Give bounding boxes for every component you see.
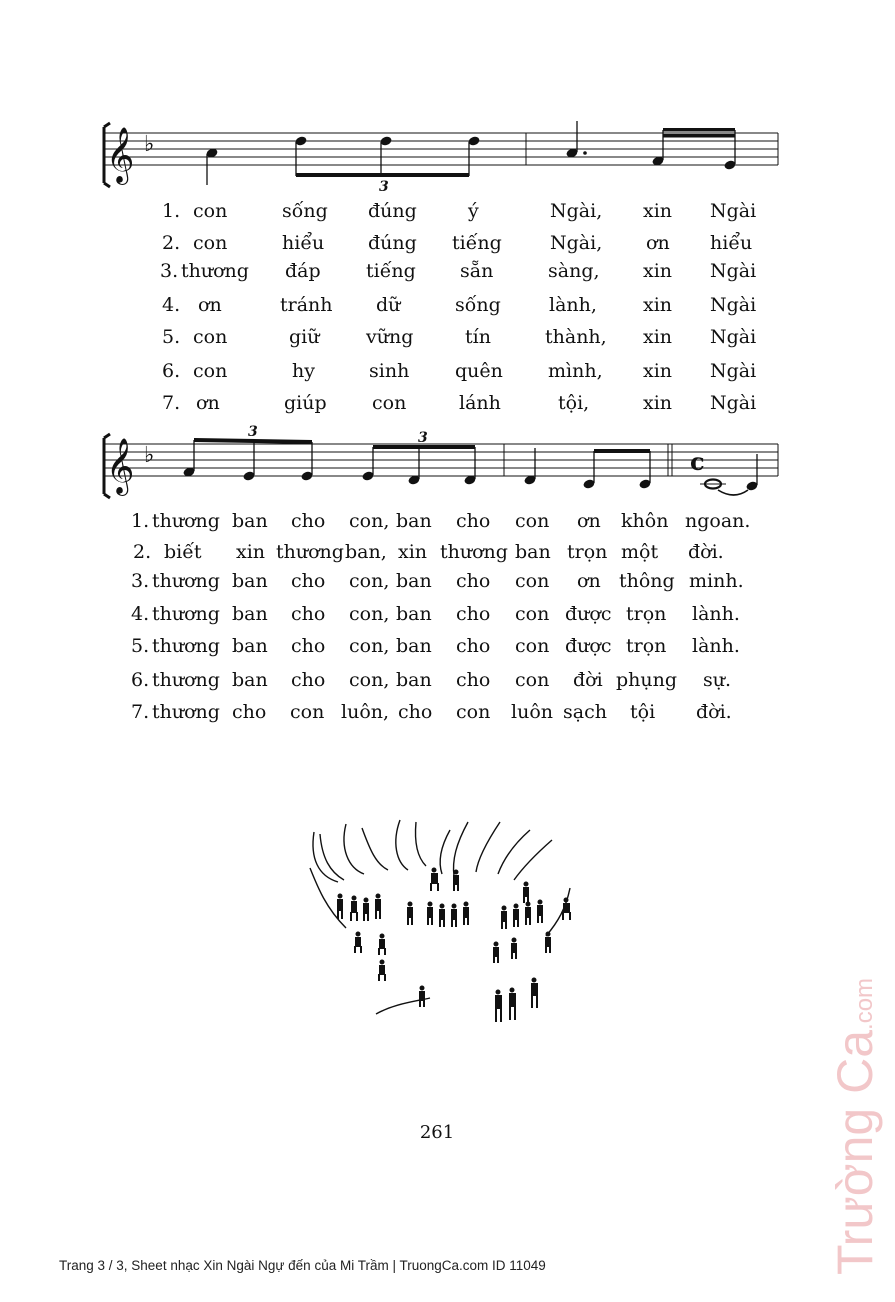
verse-number: 2. xyxy=(133,541,152,563)
lyric-syllable: trọn xyxy=(567,541,608,563)
lyric-syllable: ơn xyxy=(196,392,220,414)
lyric-syllable: con, xyxy=(349,669,390,691)
lyric-syllable: con xyxy=(515,510,550,532)
lyric-syllable: thương xyxy=(152,669,220,691)
lyric-syllable: ban xyxy=(515,541,551,563)
lyric-syllable: con, xyxy=(349,635,390,657)
lyric-syllable: đời. xyxy=(696,701,732,723)
lyric-syllable: con xyxy=(515,603,550,625)
lyric-syllable: hy xyxy=(292,360,315,382)
lyric-syllable: cho xyxy=(456,570,491,592)
lyric-syllable: ban xyxy=(232,603,268,625)
page-number: 261 xyxy=(419,1122,455,1143)
lyric-syllable: cho xyxy=(456,510,491,532)
verse-number: 7. xyxy=(162,392,181,414)
verse-number: 2. xyxy=(162,232,181,254)
lyric-syllable: Ngài xyxy=(710,200,757,222)
lyric-syllable: Ngài xyxy=(710,260,757,282)
lyric-syllable: con, xyxy=(349,603,390,625)
lyric-syllable: lành. xyxy=(692,635,740,657)
lyric-syllable: thành, xyxy=(545,326,607,348)
lyric-syllable: Ngài xyxy=(710,326,757,348)
flat-icon: ♭ xyxy=(144,443,155,468)
verse-number: 6. xyxy=(131,669,150,691)
lyric-syllable: giúp xyxy=(284,392,327,414)
lyric-syllable: ban xyxy=(232,669,268,691)
lyric-syllable: đời. xyxy=(688,541,724,563)
lyric-syllable: lành. xyxy=(692,603,740,625)
lyric-syllable: cho xyxy=(232,701,267,723)
lyric-syllable: được xyxy=(565,603,612,625)
lyric-syllable: ban xyxy=(232,570,268,592)
lyric-syllable: dữ xyxy=(376,294,401,316)
lyric-syllable: giữ xyxy=(289,326,320,348)
triplet-mark: 3 xyxy=(379,179,389,195)
lyric-syllable: mình, xyxy=(548,360,603,382)
music-staff-1 xyxy=(96,115,786,195)
lyric-syllable: tín xyxy=(465,326,491,348)
watermark-suffix: .com xyxy=(851,977,878,1030)
lyric-syllable: xin xyxy=(643,392,673,414)
treble-clef-icon: 𝄞 xyxy=(106,438,135,494)
music-staff-2 xyxy=(96,424,786,504)
watermark-main: Trường Ca xyxy=(827,1029,883,1275)
lyric-syllable: sinh xyxy=(369,360,410,382)
lyric-syllable: phụng xyxy=(616,669,678,691)
lyric-syllable: ơn xyxy=(198,294,222,316)
flat-icon: ♭ xyxy=(144,132,155,157)
lyric-syllable: ý xyxy=(468,200,479,222)
lyric-syllable: tội, xyxy=(558,392,590,414)
lyric-syllable: xin xyxy=(643,260,673,282)
lyric-syllable: cho xyxy=(291,510,326,532)
lyric-syllable: một xyxy=(621,541,659,563)
lyric-syllable: ban xyxy=(396,510,432,532)
lyric-syllable: ơn xyxy=(577,510,601,532)
lyric-syllable: cho xyxy=(456,603,491,625)
verse-number: 5. xyxy=(131,635,150,657)
lyric-syllable: tiếng xyxy=(366,260,416,282)
lyric-syllable: ngoan. xyxy=(685,510,751,532)
lyric-syllable: thương xyxy=(152,635,220,657)
dancing-figures-illustration xyxy=(300,818,590,1043)
lyric-syllable: thương xyxy=(152,570,220,592)
verse-number: 4. xyxy=(131,603,150,625)
verse-number: 3. xyxy=(131,570,150,592)
lyric-syllable: khôn xyxy=(621,510,669,532)
lyric-syllable: xin xyxy=(643,200,673,222)
lyric-syllable: con xyxy=(515,570,550,592)
footer-caption: Trang 3 / 3, Sheet nhạc Xin Ngài Ngự đến của Mi Trầm | TruongCa.com ID 11049 xyxy=(59,1258,546,1273)
lyric-syllable: xin xyxy=(236,541,266,563)
lyric-syllable: Ngài xyxy=(710,360,757,382)
lyric-syllable: cho xyxy=(456,669,491,691)
lyric-syllable: ban, xyxy=(345,541,387,563)
lyric-syllable: con xyxy=(193,360,228,382)
lyric-syllable: đời xyxy=(573,669,603,691)
lyric-syllable: cho xyxy=(291,570,326,592)
lyric-syllable: thương xyxy=(152,603,220,625)
lyric-syllable: ban xyxy=(232,635,268,657)
lyric-syllable: ban xyxy=(396,570,432,592)
lyric-syllable: thương xyxy=(152,510,220,532)
triplet-mark: 3 xyxy=(418,430,428,446)
lyric-syllable: xin xyxy=(643,326,673,348)
lyric-syllable: sống xyxy=(282,200,328,222)
lyric-syllable: ban xyxy=(396,603,432,625)
lyric-syllable: cho xyxy=(291,603,326,625)
lyric-syllable: Ngài, xyxy=(550,232,603,254)
lyric-syllable: sạch xyxy=(563,701,607,723)
lyric-syllable: ban xyxy=(396,669,432,691)
lyric-syllable: xin xyxy=(398,541,428,563)
verse-number: 7. xyxy=(131,701,150,723)
lyric-syllable: con xyxy=(515,635,550,657)
lyric-syllable: Ngài xyxy=(710,392,757,414)
lyric-syllable: con, xyxy=(349,510,390,532)
lyric-syllable: thương xyxy=(276,541,344,563)
lyric-syllable: trọn xyxy=(626,635,667,657)
lyric-syllable: vững xyxy=(366,326,414,348)
lyric-syllable: sự. xyxy=(703,669,732,691)
lyric-syllable: luôn, xyxy=(341,701,390,723)
lyric-syllable: con xyxy=(515,669,550,691)
lyric-syllable: con xyxy=(372,392,407,414)
lyric-syllable: ơn xyxy=(646,232,670,254)
lyric-syllable: hiểu xyxy=(710,232,753,254)
treble-clef-icon: 𝄞 xyxy=(106,127,135,183)
lyric-syllable: tránh xyxy=(280,294,333,316)
lyric-syllable: cho xyxy=(398,701,433,723)
triplet-mark: 3 xyxy=(248,424,258,440)
lyric-syllable: con xyxy=(193,326,228,348)
lyric-syllable: tội xyxy=(630,701,656,723)
lyric-syllable: được xyxy=(565,635,612,657)
verse-number: 1. xyxy=(162,200,181,222)
lyric-syllable: con xyxy=(290,701,325,723)
lyric-syllable: xin xyxy=(643,360,673,382)
verse-number: 6. xyxy=(162,360,181,382)
lyric-syllable: con, xyxy=(349,570,390,592)
lyric-syllable: xin xyxy=(643,294,673,316)
lyric-syllable: con xyxy=(193,232,228,254)
lyric-syllable: thương xyxy=(440,541,508,563)
lyric-syllable: ơn xyxy=(577,570,601,592)
lyric-syllable: cho xyxy=(291,635,326,657)
lyric-syllable: sàng, xyxy=(548,260,600,282)
lyric-syllable: thương xyxy=(152,701,220,723)
lyric-syllable: Ngài, xyxy=(550,200,603,222)
verse-number: 4. xyxy=(162,294,181,316)
lyric-syllable: đúng xyxy=(368,232,417,254)
lyric-syllable: cho xyxy=(291,669,326,691)
lyric-syllable: đúng xyxy=(368,200,417,222)
lyric-syllable: cho xyxy=(456,635,491,657)
lyric-syllable: con xyxy=(193,200,228,222)
watermark xyxy=(825,977,885,1275)
lyric-syllable: thương xyxy=(181,260,249,282)
lyric-syllable: tiếng xyxy=(452,232,502,254)
lyric-syllable: ban xyxy=(232,510,268,532)
verse-number: 3. xyxy=(160,260,179,282)
lyric-syllable: hiểu xyxy=(282,232,325,254)
time-signature: c xyxy=(690,447,705,476)
lyric-syllable: Ngài xyxy=(710,294,757,316)
verse-number: 1. xyxy=(131,510,150,532)
lyric-syllable: đáp xyxy=(285,260,321,282)
lyric-syllable: sẵn xyxy=(460,260,494,282)
lyric-syllable: thông xyxy=(619,570,675,592)
lyric-syllable: biết xyxy=(164,541,202,563)
lyric-syllable: quên xyxy=(455,360,503,382)
lyric-syllable: trọn xyxy=(626,603,667,625)
lyric-syllable: minh. xyxy=(689,570,744,592)
lyric-syllable: con xyxy=(456,701,491,723)
lyric-syllable: luôn xyxy=(511,701,553,723)
lyric-syllable: sống xyxy=(455,294,501,316)
verse-number: 5. xyxy=(162,326,181,348)
lyric-syllable: lành, xyxy=(549,294,597,316)
lyric-syllable: lánh xyxy=(459,392,501,414)
lyric-syllable: ban xyxy=(396,635,432,657)
